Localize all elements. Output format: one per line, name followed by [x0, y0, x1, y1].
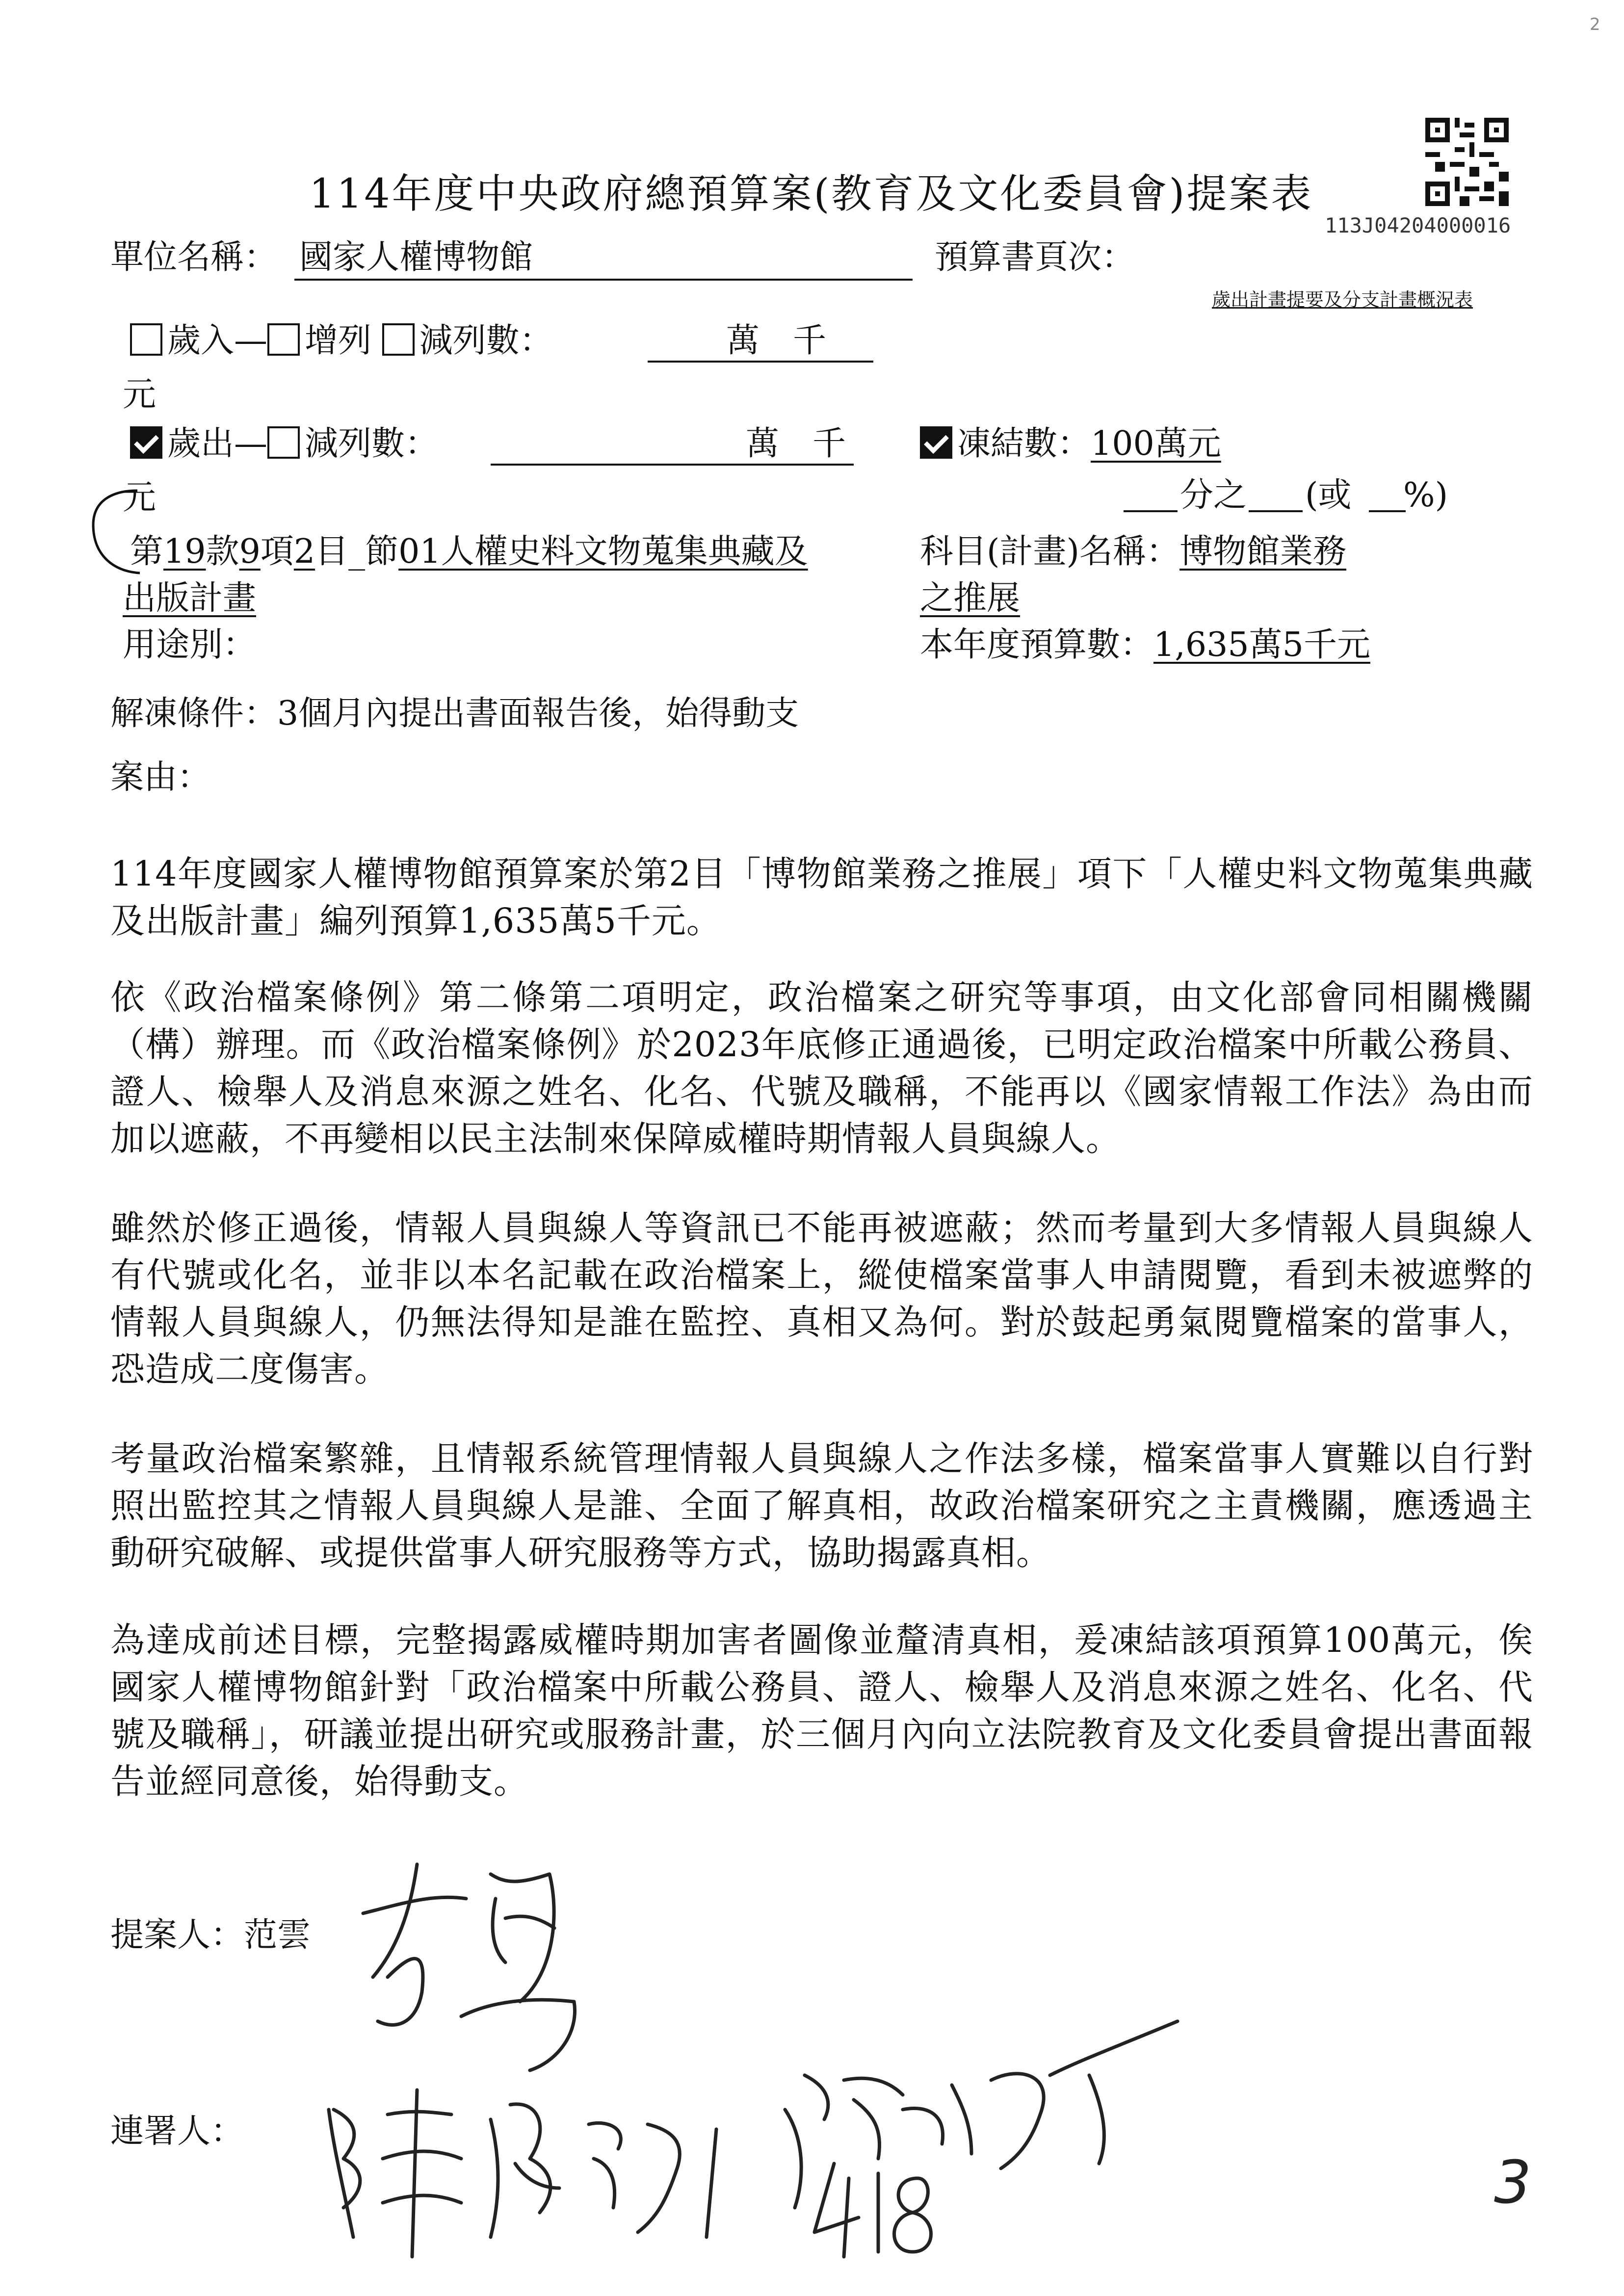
unit-value: 國家人權博物館: [299, 238, 533, 277]
mu-value: 2: [293, 532, 315, 571]
page-title-text: 114年度中央政府總預算案(教育及文化委員會)提案表: [309, 171, 1313, 217]
subject-value-2-text: 之推展: [920, 579, 1021, 618]
subject-value: 博物館業務: [1179, 532, 1347, 571]
cosigner-signatures: [314, 2002, 1197, 2276]
fraction-blank-1: [1124, 510, 1178, 512]
proposer-row: [110, 1913, 311, 1957]
jie-value: 01人權史料文物蒐集典藏及: [398, 532, 808, 571]
unfreeze-label: 解凍條件：: [110, 694, 278, 733]
qr-code: [1425, 118, 1509, 206]
jie-value-2-text: 出版計畫: [123, 579, 257, 618]
page-number-bottom: 3: [1494, 2149, 1532, 2217]
page-number-top: 2: [1590, 15, 1600, 34]
revenue-checkbox[interactable]: [130, 323, 162, 356]
xiang-value: 9: [239, 532, 261, 571]
budget-page-label: 預算書頁次：: [935, 238, 1135, 277]
paragraph-3: 雖然於修正過後，情報人員與線人等資訊已不能再被遮蔽；然而考量到大多情報人員與線人有代號或化名，並非以本名記載在政治檔案上，縱使檔案當事人申請閱覽，看到未被遮弊的情報人員與線人，仍無法得知是誰在監控、真相又為何。對於鼓起勇氣閱覽檔案的當事人，恐造成二度傷害。: [110, 1208, 1533, 1389]
expenditure-row: [130, 422, 438, 466]
item-line: 第19款9項2目_節01人權史料文物蒐集典藏及: [130, 532, 808, 571]
jie-label: 節: [365, 532, 399, 571]
or-label: (或: [1305, 476, 1352, 515]
xiang-label: 項: [260, 532, 294, 571]
expenditure-units: 萬 千: [746, 424, 846, 463]
revenue-units: 萬 千: [726, 321, 827, 360]
freeze-row: [920, 422, 1221, 466]
revenue-decrease-label: 減列數：: [419, 321, 553, 360]
freeze-checkbox[interactable]: [920, 426, 952, 459]
unit-underline: [294, 279, 913, 281]
percent-label: %): [1403, 476, 1448, 515]
increase-checkbox[interactable]: [267, 323, 300, 356]
kuan-value: 19: [163, 532, 206, 571]
budget-value: 1,635萬5千元: [1153, 626, 1370, 664]
expenditure-yuan: 元: [123, 478, 157, 517]
mu-label: 目: [315, 532, 349, 571]
unfreeze-row: [110, 692, 799, 736]
revenue-decrease-checkbox[interactable]: [382, 323, 415, 356]
fraction-blank-3: [1369, 510, 1406, 512]
unfreeze-value: 3個月內提出書面報告後，始得動支: [277, 694, 799, 733]
cosigner-label: 連署人：: [110, 2112, 244, 2151]
reason-label: 案由：: [110, 758, 211, 797]
item-prefix: 第: [130, 532, 164, 571]
expenditure-decrease-checkbox[interactable]: [267, 426, 300, 459]
expenditure-label: 歲出—: [167, 424, 268, 463]
revenue-label: 歲入—: [167, 321, 268, 360]
kuan-label: 款: [206, 532, 239, 571]
fraction-label: 分之: [1180, 476, 1247, 515]
paragraph-4: 考量政治檔案繁雜，且情報系統管理情報人員與線人之作法多樣，檔案當事人實難以自行對照出監控其之情報人員與線人是誰、全面了解真相，故政治檔案研究之主責機關，應透過主動研究破解、或提供當事人研究服務等方式，協助揭露真相。: [110, 1438, 1533, 1573]
revenue-underline: [648, 361, 873, 363]
usage-label: 用途別：: [123, 626, 257, 664]
qr-code-number: 113J04204000016: [1325, 213, 1511, 237]
subject-row: [920, 530, 1346, 574]
revenue-row: [130, 319, 553, 363]
unit-label: 單位名稱：: [110, 238, 278, 277]
subject-label: 科目(計畫)名稱：: [920, 532, 1180, 571]
paragraph-2: 依《政治檔案條例》第二條第二項明定，政治檔案之研究等事項，由文化部會同相關機關（構）辦理。而《政治檔案條例》於2023年底修正通過後，已明定政治檔案中所載公務員、證人、檢舉人及消息來源之姓名、化名、代號及職稱，不能再以《國家情報工作法》為由而加以遮蔽，不再變相以民主法制來保障威權時期情報人員與線人。: [110, 977, 1533, 1159]
proposer-label: 提案人：: [110, 1916, 244, 1955]
expenditure-checkbox[interactable]: [130, 426, 162, 459]
proposer-name: 范雲: [244, 1916, 311, 1955]
freeze-label: 凍結數：: [957, 424, 1091, 463]
revenue-yuan: 元: [123, 375, 157, 414]
expenditure-underline: [491, 464, 854, 466]
expenditure-decrease-label: 減列數：: [305, 424, 439, 463]
subject-value-2: [920, 576, 1020, 621]
jie-value-2: [123, 576, 256, 621]
overview-ref: 歲出計畫提要及分支計畫概況表: [1212, 289, 1473, 311]
paragraph-5: 為達成前述目標，完整揭露威權時期加害者圖像並釐清真相，爰凍結該項預算100萬元，俟國家人權博物館針對「政治檔案中所載公務員、證人、檢舉人及消息來源之姓名、化名、代號及職稱」，研議並提出研究或服務計畫，於三個月內向立法院教育及文化委員會提出書面報告並經同意後，始得動支。: [110, 1620, 1533, 1801]
freeze-value: 100萬元: [1091, 424, 1221, 463]
increase-label: 增列: [305, 321, 372, 360]
paragraph-1: 114年度國家人權博物館預算案於第2目「博物館業務之推展」項下「人權史料文物蒐集典藏及出版計畫」編列預算1,635萬5千元。: [110, 854, 1533, 941]
fraction-blank-2: [1249, 510, 1303, 512]
budget-label: 本年度預算數：: [920, 626, 1154, 664]
budget-row: [920, 623, 1370, 667]
page-title: [309, 162, 1313, 219]
